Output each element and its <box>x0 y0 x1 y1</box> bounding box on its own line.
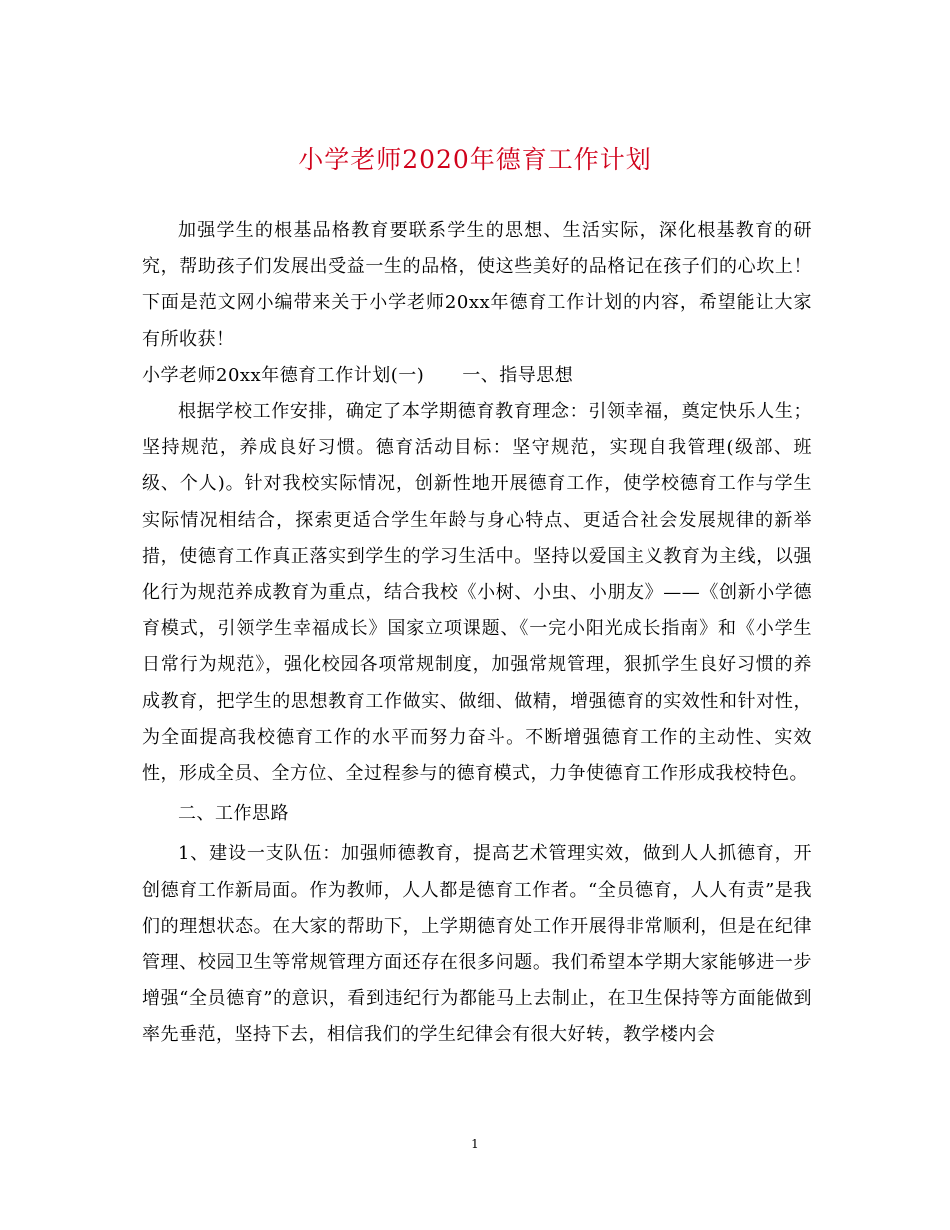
page-number: 1 <box>471 1137 479 1151</box>
document-body <box>142 213 812 1054</box>
subtitle-line <box>142 358 812 394</box>
plan-subtitle: 小学老师20xx年德育工作计划(一) <box>142 364 425 386</box>
section2-paragraph: 1、建设一支队伍：加强师德教育，提高艺术管理实效，做到人人抓德育，开创德育工作新局面。作为教师，人人都是德育工作者。“全员德育，人人有责”是我们的理想状态。在大家的帮助下，上学期德育处工作开展得非常顺利，但是在纪律管理、校园卫生等常规管理方面还存在很多问题。我们希望本学期大家能够进一步增强“全员德育”的意识，看到违纪行为都能马上去制止，在卫生保持等方面能做到率先垂范，坚持下去，相信我们的学生纪律会有很大好转，教学楼内会 <box>142 843 812 1046</box>
section2-heading: 二、工作思路 <box>178 803 289 825</box>
section1-paragraph: 根据学校工作安排，确定了本学期德育教育理念：引领幸福，奠定快乐人生；坚持规范，养成良好习惯。德育活动目标：坚守规范，实现自我管理(级部、班级、个人)。针对我校实际情况，创新性地开展德育工作，使学校德育工作与学生实际情况相结合，探索更适合学生年龄与身心特点、更适合社会发展规律的新举措，使德育工作真正落实到学生的学习生活中。坚持以爱国主义教育为主线，以强化行为规范养成教育为重点，结合我校《小树、小虫、小朋友》——《创新小学德育模式，引领学生幸福成长》国家立项课题、《一完小阳光成长指南》和《小学生日常行为规范》，强化校园各项常规制度，加强常规管理，狠抓学生良好习惯的养成教育，把学生的思想教育工作做实、做细、做精，增强德育的实效性和针对性，为全面提高我校德育工作的水平而努力奋斗。不断增强德育工作的主动性、实效性，形成全员、全方位、全过程参与的德育模式，力争使德育工作形成我校特色。 <box>142 401 812 785</box>
intro-paragraph: 加强学生的根基品格教育要联系学生的思想、生活实际，深化根基教育的研究，帮助孩子们发展出受益一生的品格，使这些美好的品格记在孩子们的心坎上！下面是范文网小编带来关于小学老师20xx年德育工作计划的内容，希望能让大家有所收获！ <box>142 220 812 350</box>
document-title: 小学老师2020年德育工作计划 <box>298 145 652 174</box>
section1-heading: 一、指导思想 <box>462 364 574 386</box>
